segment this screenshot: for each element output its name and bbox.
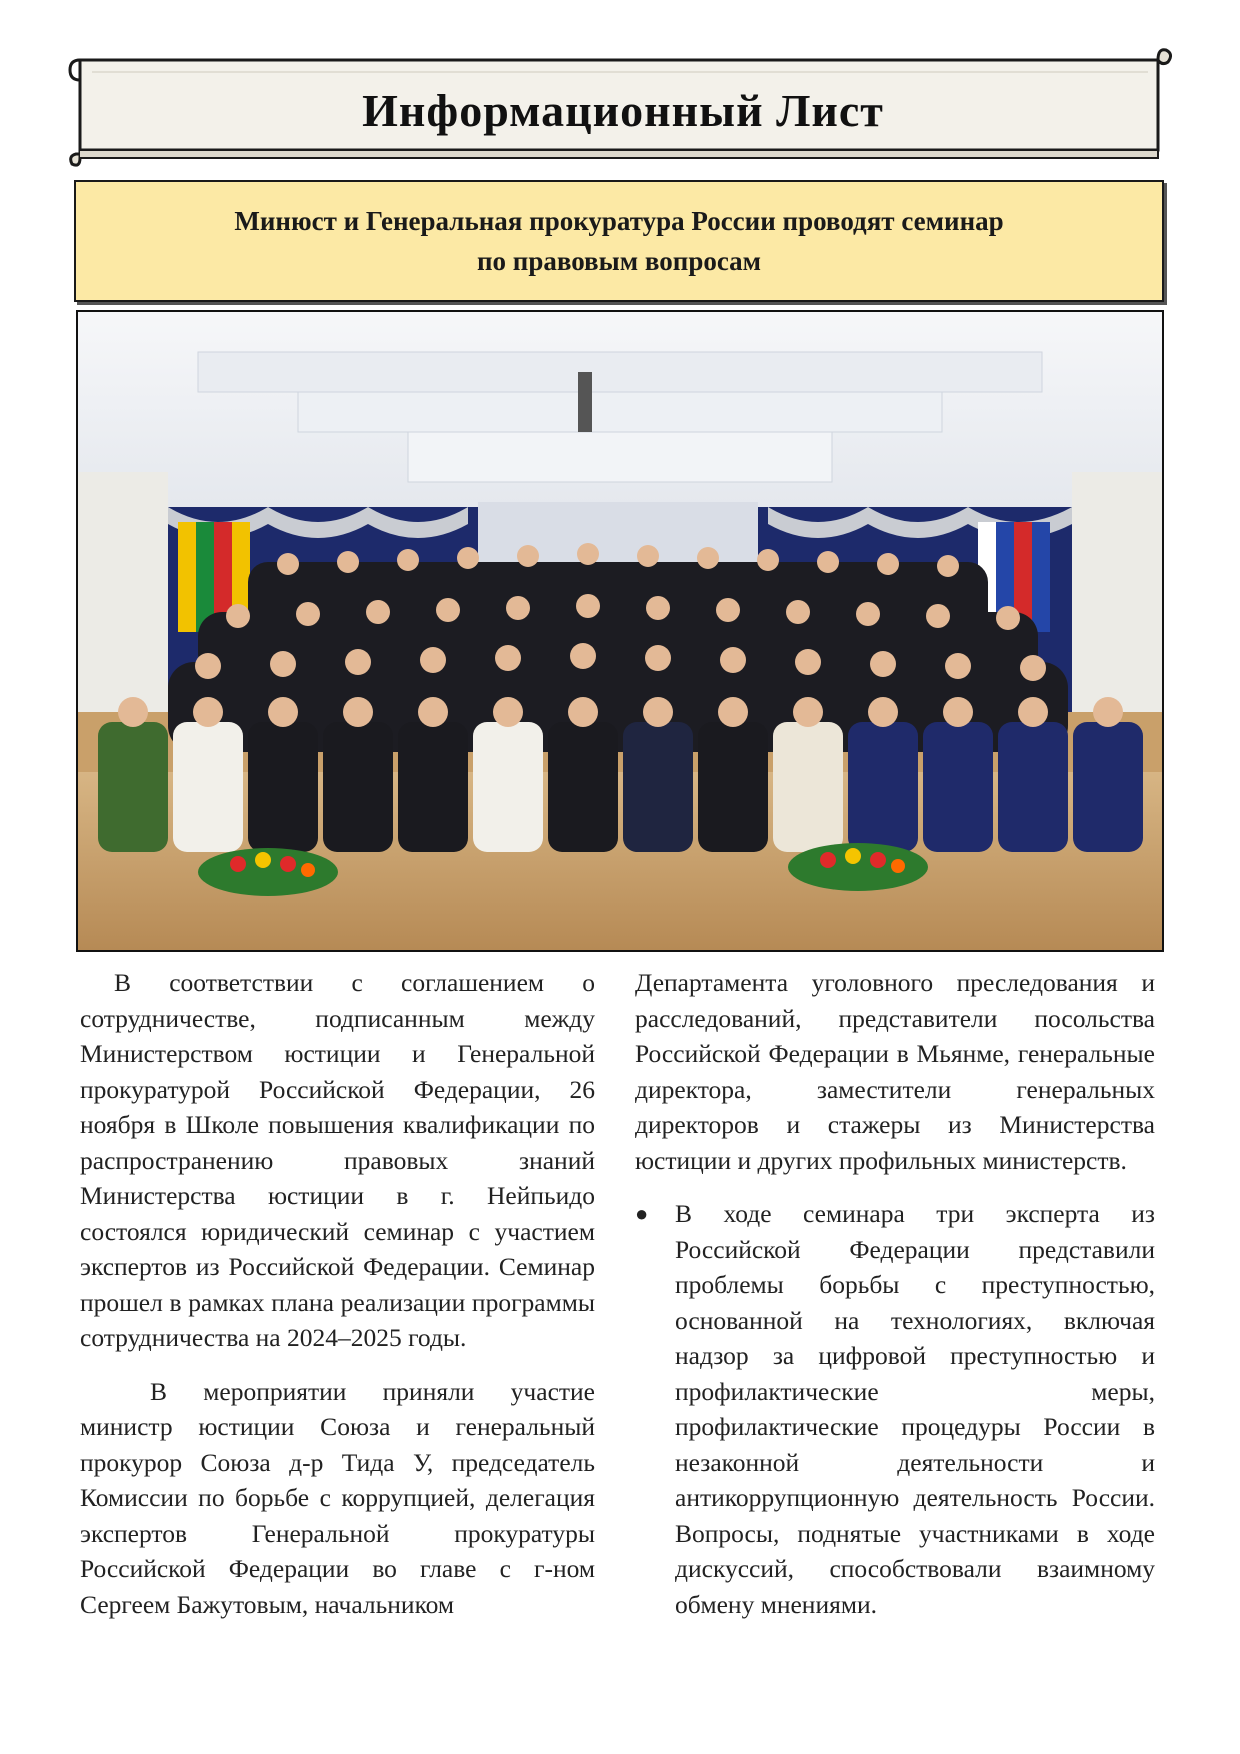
group-photo [76,310,1164,952]
group-photo-icon [78,312,1162,950]
headline-line-2: по правовым вопросам [476,246,762,276]
article-paragraph-2-continued: Департамента уголовного преследования и расследований, представители посольства Российской Федерации в Мьянме, генеральные директора, заместители генеральных директоров и стажеры из Министерства юстиции и других профильных министерств. [635,968,1155,1175]
article-column-right [635,965,1155,1622]
article-headline [74,180,1164,302]
article-paragraph-1: В соответствии с соглашением о сотрудничестве, подписанным между Министерством юстиции и Генеральной прокуратурой Российской Федерации, 26 ноября в Школе повышения квалификации по распространению правовых знаний Министерства юстиции в г. Нейпьидо состоялся юридический семинар с участием экспертов из Российской Федерации. Семинар прошел в рамках плана реализации программы сотрудничества на 2024–2025 годы. [80,968,595,1352]
bullet-text: В ходе семинара три эксперта из Российской Федерации представили проблемы борьбы с преступностью, основанной на технологиях, включая надзор за цифровой преступностью и профилактические меры, профилактические процедуры России в незаконной деятельности и антикоррупционную деятельность России. Вопросы, поднятые участниками в ходе дискуссий, способствовали взаимному обмену мнениями. [675,1199,1155,1619]
page-title: Информационный Лист [362,84,884,136]
article-column-left [80,965,595,1622]
title-banner [68,46,1178,174]
article-bullet-item [635,1196,1155,1622]
headline-line-1: Минюст и Генеральная прокуратура России проводят семинар [234,206,1004,236]
article-paragraph-2: В мероприятии приняли участие министр юстиции Союза и генеральный прокурор Союза д-р Тида У, председатель Комиссии по борьбе с коррупцией, делегация экспертов Генеральной прокуратуры Российской Федерации во главе с г-ном Сергеем Бажутовым, начальником [80,1376,595,1619]
bullet-icon: ● [635,1201,649,1226]
